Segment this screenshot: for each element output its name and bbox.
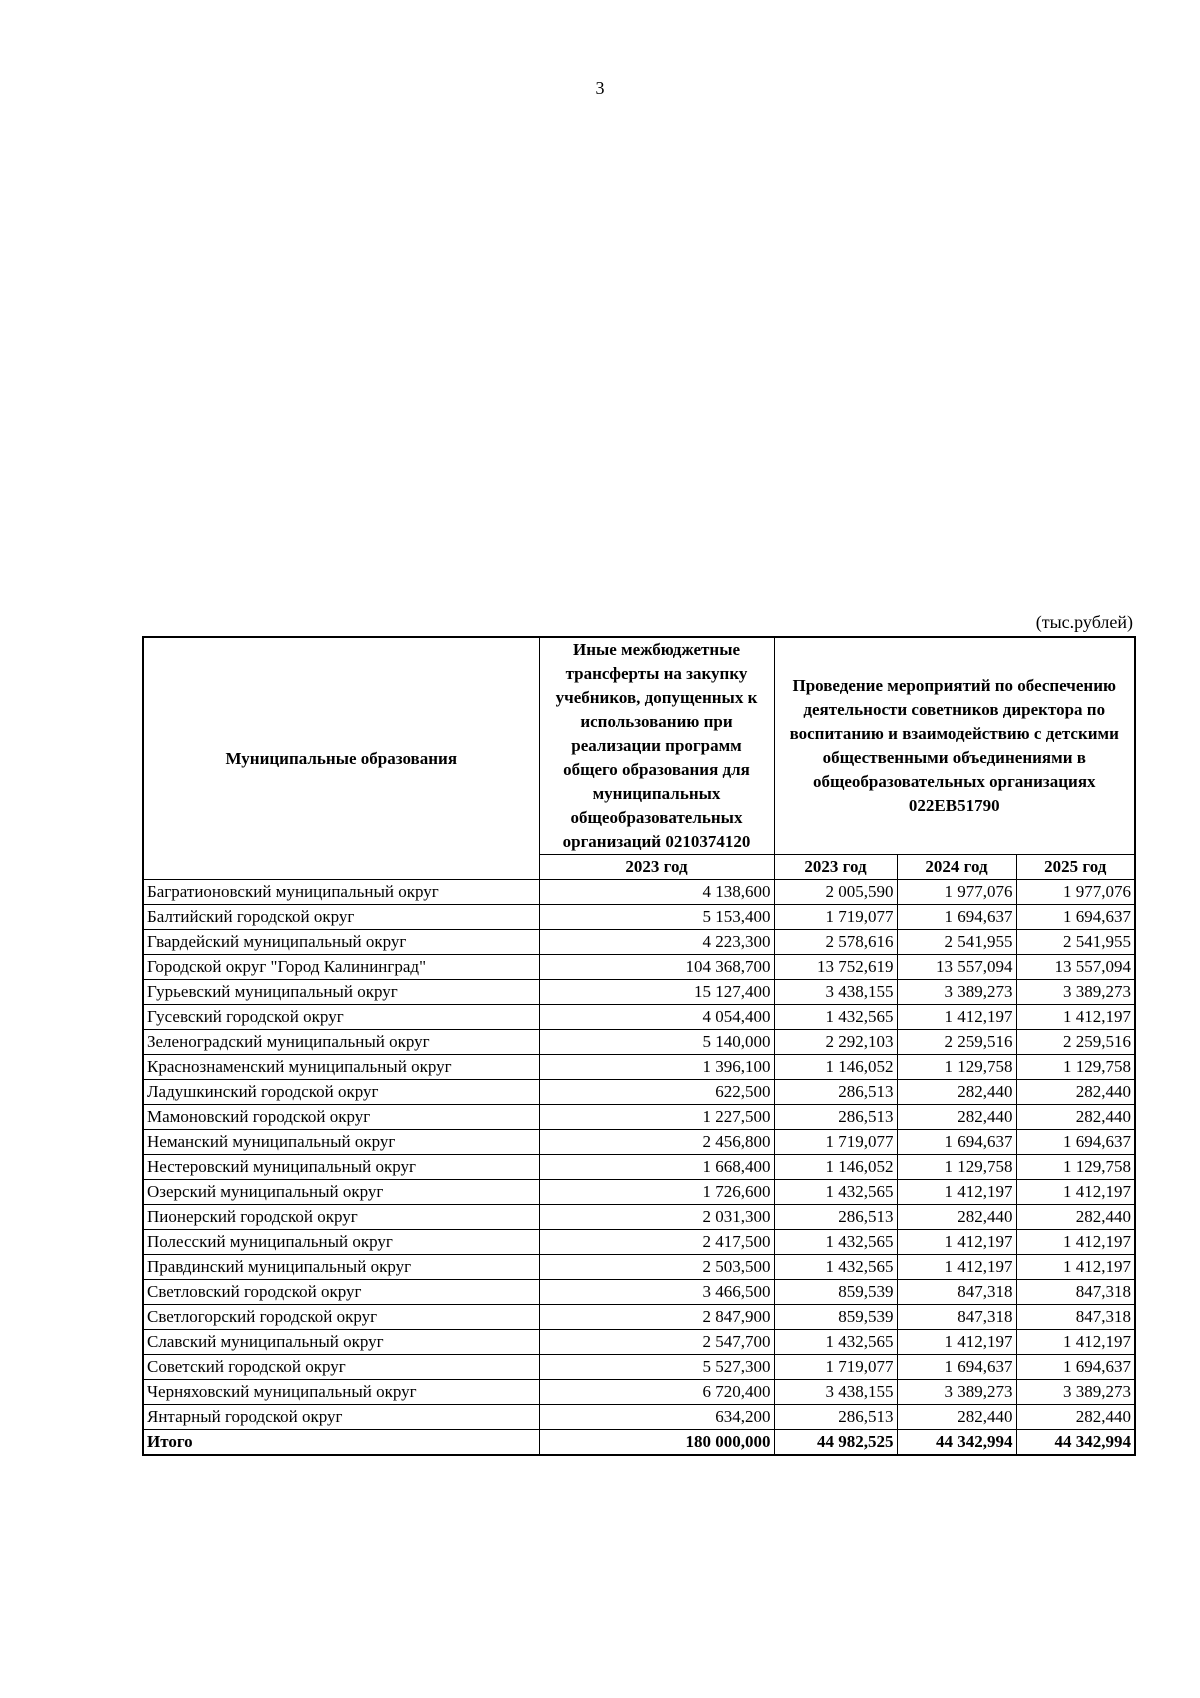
cell-advisors-2023: 859,539 <box>774 1280 897 1305</box>
cell-advisors-2024: 1 129,758 <box>897 1155 1016 1180</box>
cell-advisors-2023: 3 438,155 <box>774 1380 897 1405</box>
cell-transfers-2023: 634,200 <box>539 1405 774 1430</box>
cell-advisors-2024: 2 541,955 <box>897 930 1016 955</box>
row-name: Неманский муниципальный округ <box>143 1130 539 1155</box>
cell-transfers-2023: 4 138,600 <box>539 880 774 905</box>
cell-advisors-2025: 847,318 <box>1016 1305 1135 1330</box>
cell-advisors-2024: 3 389,273 <box>897 1380 1016 1405</box>
header-group1: Иные межбюджетные трансферты на закупку учебников, допущенных к использованию при реализации программ общего образования для муниципальных общеобразовательных организаций 0210374120 <box>539 637 774 855</box>
table-row <box>143 905 1135 930</box>
cell-advisors-2024: 1 412,197 <box>897 1330 1016 1355</box>
table-row <box>143 1230 1135 1255</box>
cell-transfers-2023: 2 547,700 <box>539 1330 774 1355</box>
cell-transfers-2023: 104 368,700 <box>539 955 774 980</box>
row-name: Гвардейский муниципальный округ <box>143 930 539 955</box>
header-g2-year2: 2024 год <box>897 855 1016 880</box>
units-label: (тыс.рублей) <box>1035 612 1133 632</box>
cell-transfers-2023: 5 153,400 <box>539 905 774 930</box>
cell-advisors-2025: 282,440 <box>1016 1080 1135 1105</box>
cell-transfers-2023: 6 720,400 <box>539 1380 774 1405</box>
cell-advisors-2025: 44 342,994 <box>1016 1430 1135 1456</box>
header-municipality: Муниципальные образования <box>143 637 539 880</box>
cell-transfers-2023: 1 726,600 <box>539 1180 774 1205</box>
cell-advisors-2025: 1 694,637 <box>1016 1355 1135 1380</box>
row-name: Городской округ "Город Калининград" <box>143 955 539 980</box>
table-row <box>143 930 1135 955</box>
cell-advisors-2024: 1 694,637 <box>897 905 1016 930</box>
header-g1-year: 2023 год <box>539 855 774 880</box>
table-row <box>143 1380 1135 1405</box>
cell-transfers-2023: 622,500 <box>539 1080 774 1105</box>
cell-transfers-2023: 4 223,300 <box>539 930 774 955</box>
cell-transfers-2023: 2 417,500 <box>539 1230 774 1255</box>
table-row <box>143 1155 1135 1180</box>
row-name: Балтийский городской округ <box>143 905 539 930</box>
table-row <box>143 1105 1135 1130</box>
cell-advisors-2025: 1 694,637 <box>1016 905 1135 930</box>
cell-transfers-2023: 2 031,300 <box>539 1205 774 1230</box>
row-name: Гусевский городской округ <box>143 1005 539 1030</box>
row-name: Нестеровский муниципальный округ <box>143 1155 539 1180</box>
cell-advisors-2023: 1 719,077 <box>774 1130 897 1155</box>
table-row <box>143 1330 1135 1355</box>
cell-advisors-2024: 847,318 <box>897 1280 1016 1305</box>
cell-transfers-2023: 2 847,900 <box>539 1305 774 1330</box>
cell-advisors-2025: 1 412,197 <box>1016 1180 1135 1205</box>
cell-advisors-2024: 847,318 <box>897 1305 1016 1330</box>
cell-transfers-2023: 1 396,100 <box>539 1055 774 1080</box>
cell-transfers-2023: 1 227,500 <box>539 1105 774 1130</box>
cell-advisors-2023: 13 752,619 <box>774 955 897 980</box>
cell-advisors-2025: 2 541,955 <box>1016 930 1135 955</box>
row-name: Янтарный городской округ <box>143 1405 539 1430</box>
cell-advisors-2024: 44 342,994 <box>897 1430 1016 1456</box>
cell-advisors-2024: 1 694,637 <box>897 1130 1016 1155</box>
cell-transfers-2023: 15 127,400 <box>539 980 774 1005</box>
cell-advisors-2023: 286,513 <box>774 1105 897 1130</box>
row-name: Светловский городской округ <box>143 1280 539 1305</box>
row-name: Зеленоградский муниципальный округ <box>143 1030 539 1055</box>
row-name: Пионерский городской округ <box>143 1205 539 1230</box>
table-row <box>143 1280 1135 1305</box>
budget-table <box>142 636 1136 1456</box>
cell-advisors-2023: 1 432,565 <box>774 1005 897 1030</box>
cell-advisors-2024: 1 412,197 <box>897 1255 1016 1280</box>
table-row <box>143 1305 1135 1330</box>
row-name: Славский муниципальный округ <box>143 1330 539 1355</box>
cell-advisors-2023: 1 146,052 <box>774 1055 897 1080</box>
row-name: Багратионовский муниципальный округ <box>143 880 539 905</box>
cell-transfers-2023: 2 503,500 <box>539 1255 774 1280</box>
table-row <box>143 1180 1135 1205</box>
header-group2: Проведение мероприятий по обеспечению деятельности советников директора по воспитанию и взаимодействию с детскими общественными объединениями в общеобразовательных организациях 022EB51790 <box>774 637 1135 855</box>
row-name: Светлогорский городской округ <box>143 1305 539 1330</box>
table-row <box>143 1205 1135 1230</box>
row-name: Правдинский муниципальный округ <box>143 1255 539 1280</box>
table-row <box>143 980 1135 1005</box>
cell-advisors-2023: 859,539 <box>774 1305 897 1330</box>
cell-advisors-2025: 2 259,516 <box>1016 1030 1135 1055</box>
cell-advisors-2024: 2 259,516 <box>897 1030 1016 1055</box>
cell-transfers-2023: 3 466,500 <box>539 1280 774 1305</box>
table-row <box>143 1405 1135 1430</box>
cell-transfers-2023: 1 668,400 <box>539 1155 774 1180</box>
cell-transfers-2023: 180 000,000 <box>539 1430 774 1456</box>
cell-advisors-2023: 44 982,525 <box>774 1430 897 1456</box>
cell-advisors-2024: 282,440 <box>897 1405 1016 1430</box>
cell-transfers-2023: 4 054,400 <box>539 1005 774 1030</box>
row-name: Полесский муниципальный округ <box>143 1230 539 1255</box>
page-number: 3 <box>595 78 605 98</box>
row-name: Гурьевский муниципальный округ <box>143 980 539 1005</box>
cell-advisors-2023: 1 432,565 <box>774 1330 897 1355</box>
cell-advisors-2023: 1 432,565 <box>774 1230 897 1255</box>
cell-advisors-2025: 1 694,637 <box>1016 1130 1135 1155</box>
row-name: Мамоновский городской округ <box>143 1105 539 1130</box>
table-row <box>143 1255 1135 1280</box>
cell-advisors-2024: 282,440 <box>897 1080 1016 1105</box>
cell-transfers-2023: 5 140,000 <box>539 1030 774 1055</box>
cell-advisors-2025: 282,440 <box>1016 1405 1135 1430</box>
table-row <box>143 955 1135 980</box>
table-row <box>143 1030 1135 1055</box>
cell-advisors-2023: 2 578,616 <box>774 930 897 955</box>
cell-advisors-2024: 282,440 <box>897 1105 1016 1130</box>
cell-advisors-2024: 1 129,758 <box>897 1055 1016 1080</box>
cell-advisors-2024: 282,440 <box>897 1205 1016 1230</box>
cell-advisors-2025: 1 412,197 <box>1016 1255 1135 1280</box>
row-name: Черняховский муниципальный округ <box>143 1380 539 1405</box>
cell-advisors-2023: 286,513 <box>774 1080 897 1105</box>
cell-advisors-2023: 1 146,052 <box>774 1155 897 1180</box>
cell-advisors-2025: 13 557,094 <box>1016 955 1135 980</box>
cell-advisors-2025: 1 412,197 <box>1016 1230 1135 1255</box>
cell-advisors-2025: 3 389,273 <box>1016 980 1135 1005</box>
cell-advisors-2023: 2 005,590 <box>774 880 897 905</box>
cell-advisors-2023: 286,513 <box>774 1205 897 1230</box>
cell-advisors-2023: 3 438,155 <box>774 980 897 1005</box>
cell-advisors-2024: 1 412,197 <box>897 1180 1016 1205</box>
cell-advisors-2025: 1 412,197 <box>1016 1005 1135 1030</box>
table-row <box>143 1355 1135 1380</box>
cell-advisors-2024: 1 977,076 <box>897 880 1016 905</box>
cell-advisors-2024: 1 412,197 <box>897 1230 1016 1255</box>
cell-advisors-2025: 282,440 <box>1016 1205 1135 1230</box>
cell-advisors-2024: 1 412,197 <box>897 1005 1016 1030</box>
total-row <box>143 1430 1135 1456</box>
cell-advisors-2025: 847,318 <box>1016 1280 1135 1305</box>
row-name: Краснознаменский муниципальный округ <box>143 1055 539 1080</box>
row-name: Итого <box>143 1430 539 1456</box>
cell-advisors-2025: 3 389,273 <box>1016 1380 1135 1405</box>
cell-advisors-2025: 1 412,197 <box>1016 1330 1135 1355</box>
cell-transfers-2023: 5 527,300 <box>539 1355 774 1380</box>
table-row <box>143 880 1135 905</box>
table-row <box>143 1130 1135 1155</box>
table-row <box>143 1005 1135 1030</box>
table-row <box>143 1055 1135 1080</box>
cell-advisors-2024: 13 557,094 <box>897 955 1016 980</box>
row-name: Озерский муниципальный округ <box>143 1180 539 1205</box>
cell-advisors-2023: 1 432,565 <box>774 1180 897 1205</box>
cell-advisors-2025: 1 977,076 <box>1016 880 1135 905</box>
cell-advisors-2023: 1 719,077 <box>774 905 897 930</box>
cell-advisors-2023: 1 432,565 <box>774 1255 897 1280</box>
cell-advisors-2023: 2 292,103 <box>774 1030 897 1055</box>
row-name: Советский городской округ <box>143 1355 539 1380</box>
cell-advisors-2023: 1 719,077 <box>774 1355 897 1380</box>
cell-advisors-2024: 3 389,273 <box>897 980 1016 1005</box>
header-g2-year3: 2025 год <box>1016 855 1135 880</box>
cell-advisors-2025: 1 129,758 <box>1016 1155 1135 1180</box>
cell-advisors-2024: 1 694,637 <box>897 1355 1016 1380</box>
table-row <box>143 1080 1135 1105</box>
row-name: Ладушкинский городской округ <box>143 1080 539 1105</box>
header-g2-year1: 2023 год <box>774 855 897 880</box>
cell-advisors-2025: 1 129,758 <box>1016 1055 1135 1080</box>
cell-transfers-2023: 2 456,800 <box>539 1130 774 1155</box>
cell-advisors-2025: 282,440 <box>1016 1105 1135 1130</box>
cell-advisors-2023: 286,513 <box>774 1405 897 1430</box>
